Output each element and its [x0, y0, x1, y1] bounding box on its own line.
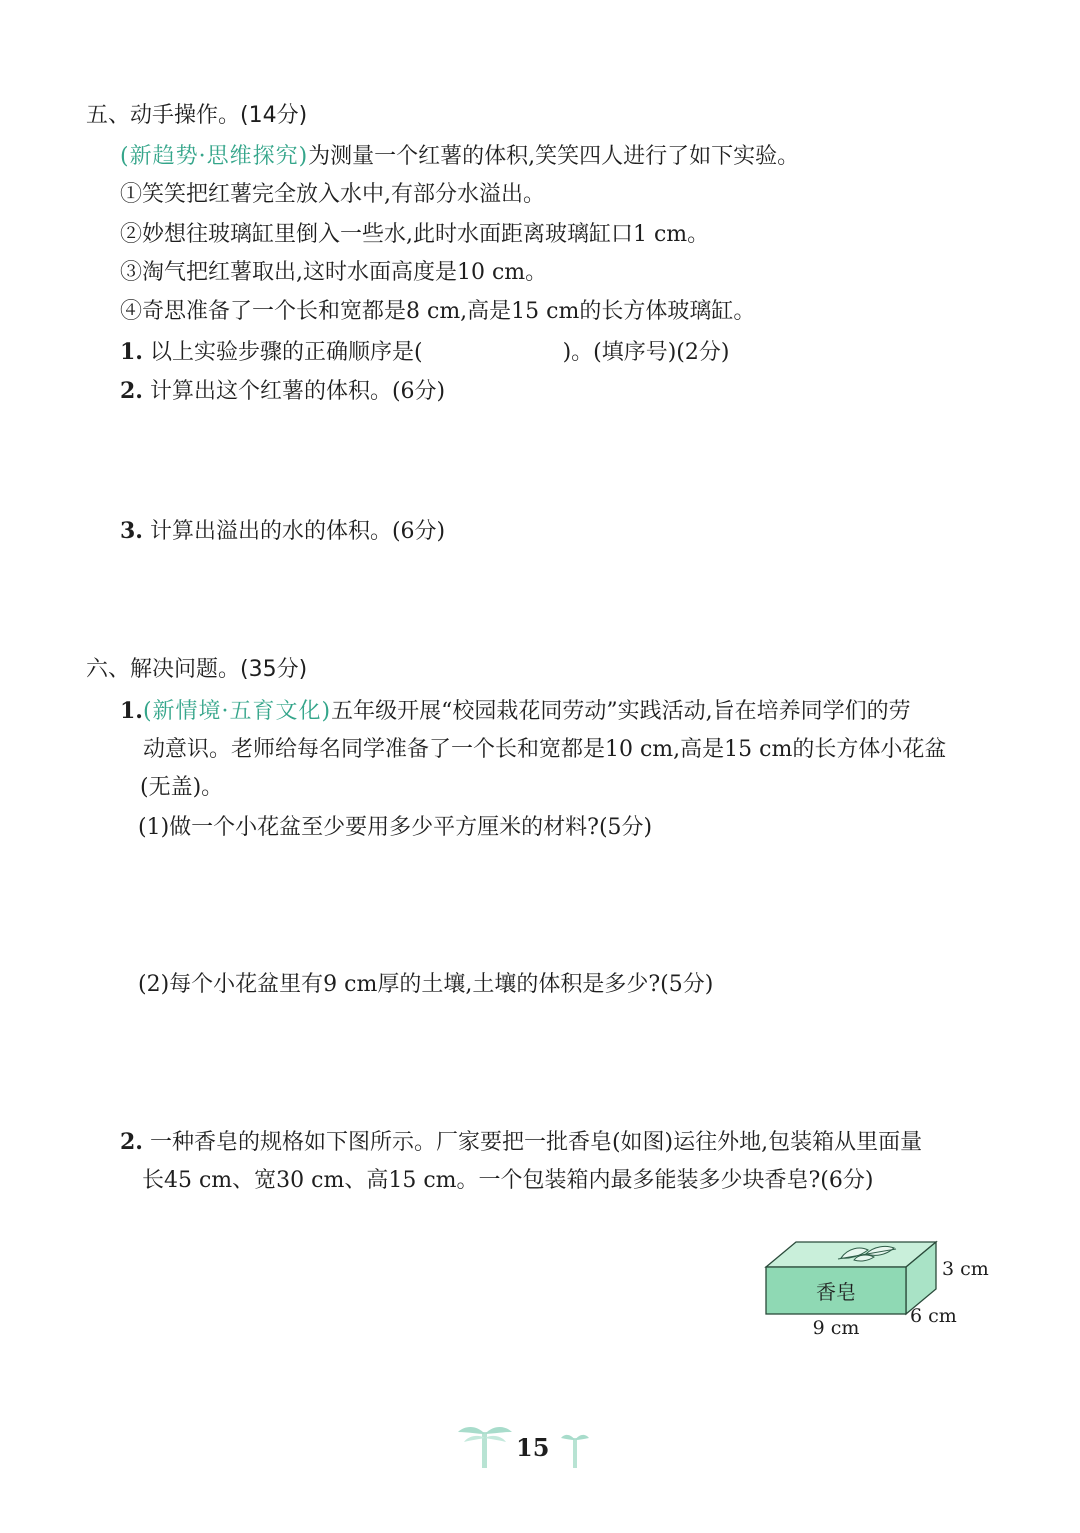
question-text: 计算出这个红薯的体积。(6分) — [149, 379, 446, 404]
experiment-intro — [120, 142, 799, 172]
step-1: ①笑笑把红薯完全放入水中,有部分水溢出。 — [120, 182, 545, 207]
question-1 — [120, 337, 729, 368]
problem-1-line-2: 动意识。老师给每名同学准备了一个长和宽都是10 cm,高是15 cm的长方体小花盆 — [143, 737, 947, 762]
question-text: 计算出溢出的水的体积。(6分) — [149, 519, 446, 544]
context-tag: (新情境·五育文化) — [142, 699, 332, 724]
question-2 — [120, 376, 445, 407]
question-number: 3. — [120, 518, 143, 544]
question-number: 2. — [120, 378, 143, 404]
question-3 — [120, 516, 445, 547]
question-text-end: )。(填序号)(2分) — [562, 340, 730, 365]
section-six-heading: 六、解决问题。(35分) — [86, 657, 308, 682]
problem-2-line-2: 长45 cm、宽30 cm、高15 cm。一个包装箱内最多能装多少块香皂?(6分) — [142, 1168, 874, 1193]
left-tree-icon — [450, 1420, 520, 1470]
section-five-heading: 五、动手操作。(14分) — [86, 103, 308, 128]
soap-width-label: 6 cm — [910, 1305, 957, 1327]
problem-number: 1. — [120, 698, 143, 724]
page-number: 15 — [516, 1433, 550, 1462]
problem-number: 2. — [120, 1129, 143, 1155]
problem-text: 五年级开展“校园栽花同劳动”实践活动,旨在培养同学们的劳 — [331, 699, 911, 724]
problem-1-line-1 — [120, 696, 911, 727]
problem-1-line-3: (无盖)。 — [140, 775, 224, 800]
step-4: ④奇思准备了一个长和宽都是8 cm,高是15 cm的长方体玻璃缸。 — [120, 299, 756, 324]
question-text: 以上实验步骤的正确顺序是( — [149, 340, 423, 365]
soap-label: 香皂 — [816, 1280, 856, 1304]
soap-height-label: 3 cm — [942, 1258, 989, 1280]
right-tree-icon — [560, 1430, 590, 1470]
soap-box-figure — [756, 1230, 1016, 1360]
question-number: 1. — [120, 339, 143, 365]
problem-1-sub-1: (1)做一个小花盆至少要用多少平方厘米的材料?(5分) — [138, 815, 653, 840]
step-2: ②妙想往玻璃缸里倒入一些水,此时水面距离玻璃缸口1 cm。 — [120, 222, 710, 247]
trend-tag: (新趋势·思维探究) — [120, 144, 309, 169]
soap-length-label: 9 cm — [812, 1317, 860, 1339]
intro-text: 为测量一个红薯的体积,笑笑四人进行了如下实验。 — [308, 144, 800, 169]
step-3: ③淘气把红薯取出,这时水面高度是10 cm。 — [120, 260, 548, 285]
problem-2-line-1 — [120, 1127, 922, 1158]
problem-text: 一种香皂的规格如下图所示。厂家要把一批香皂(如图)运往外地,包装箱从里面量 — [149, 1130, 923, 1155]
problem-1-sub-2: (2)每个小花盆里有9 cm厚的土壤,土壤的体积是多少?(5分) — [138, 972, 714, 997]
